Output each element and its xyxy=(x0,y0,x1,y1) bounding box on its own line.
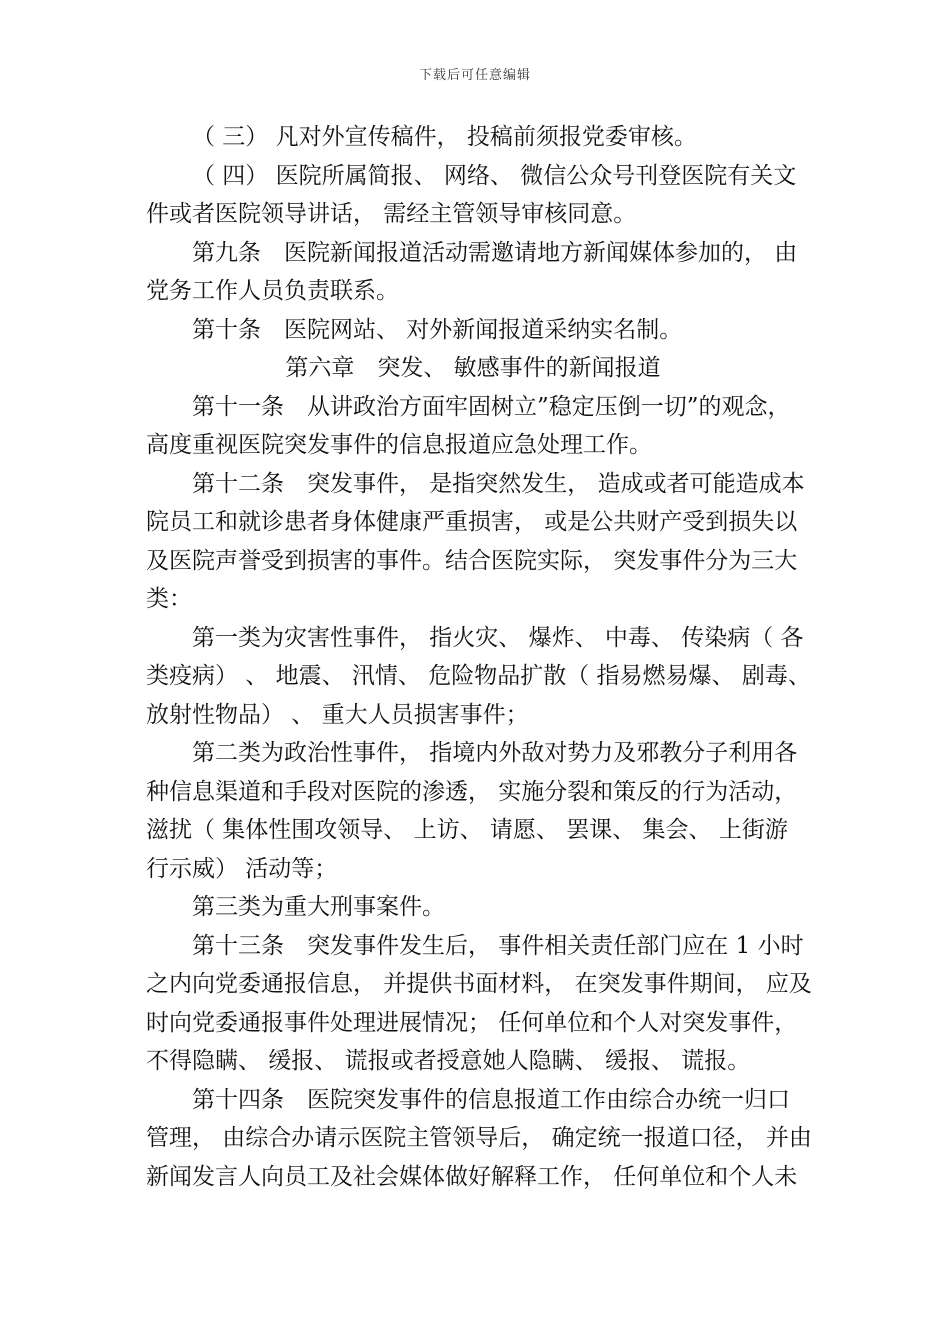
text-line: 新闻发言人向员工及社会媒体做好解释工作， 任何单位和个人未 xyxy=(146,1163,798,1190)
text-line: （ 三） 凡对外宣传稿件， 投稿前须报党委审核。 xyxy=(192,124,697,150)
text-line: 第十条 医院网站、 对外新闻报道采纳实名制。 xyxy=(192,316,683,343)
text-line: 院员工和就诊患者身体健康严重损害， 或是公共财产受到损失以 xyxy=(146,509,798,535)
text-line: 行示威） 活动等； xyxy=(146,855,338,882)
text-line: （ 四） 医院所属简报、 网络、 微信公众号刊登医院有关文 xyxy=(192,162,797,189)
text-line: 滋扰（ 集体性围攻领导、 上访、 请愿、 罢课、 集会、 上街游 xyxy=(146,817,788,843)
text-line: 第九条 医院新闻报道活动需邀请地方新闻媒体参加的， 由 xyxy=(192,239,798,266)
text-line: 种信息渠道和手段对医院的渗透， 实施分裂和策反的行为活动， xyxy=(146,778,798,805)
text-line: 高度重视医院突发事件的信息报道应急处理工作。 xyxy=(146,432,652,458)
page-header: 下载后可任意编辑 xyxy=(418,68,531,83)
text-line: 第十三条 突发事件发生后， 事件相关责任部门应在 1 小时 xyxy=(192,932,804,959)
text-line: 第十二条 突发事件， 是指突然发生， 造成或者可能造成本 xyxy=(192,470,805,497)
text-line: 放射性物品） 、 重大人员损害事件； xyxy=(146,701,529,728)
text-line: 党务工作人员负责联系。 xyxy=(146,278,399,304)
text-line: 第十一条 从讲政治方面牢固树立”稳定压倒一切”的观念， xyxy=(192,393,791,420)
text-line: 第三类为重大刑事案件。 xyxy=(192,894,445,920)
chapter-heading: 第六章 突发、 敏感事件的新闻报道 xyxy=(285,355,661,381)
text-line: 之内向党委通报信息， 并提供书面材料， 在突发事件期间， 应及 xyxy=(146,971,812,997)
text-line: 第一类为灾害性事件， 指火灾、 爆炸、 中毒、 传染病（ 各 xyxy=(192,624,804,651)
text-line: 及医院声誉受到损害的事件。结合医院实际， 突发事件分为三大 xyxy=(146,547,798,574)
text-line: 类疫病） 、 地震、 汛情、 危险物品扩散（ 指易燃易爆、 剧毒、 xyxy=(146,663,811,689)
text-line: 管理， 由综合办请示医院主管领导后， 确定统一报道口径， 并由 xyxy=(146,1125,812,1151)
text-line: 时向党委通报事件处理进展情况； 任何单位和个人对突发事件， xyxy=(146,1009,798,1036)
document-body xyxy=(146,118,810,1196)
text-line: 第十四条 医院突发事件的信息报道工作由综合办统一归口 xyxy=(192,1086,790,1113)
text-line: 件或者医院领导讲话， 需经主管领导审核同意。 xyxy=(146,201,637,227)
text-line: 不得隐瞒、 缓报、 谎报或者授意她人隐瞒、 缓报、 谎报。 xyxy=(146,1048,751,1074)
text-line: 类： xyxy=(146,586,192,612)
text-line: 第二类为政治性事件， 指境内外敌对势力及邪教分子利用各 xyxy=(192,740,798,766)
